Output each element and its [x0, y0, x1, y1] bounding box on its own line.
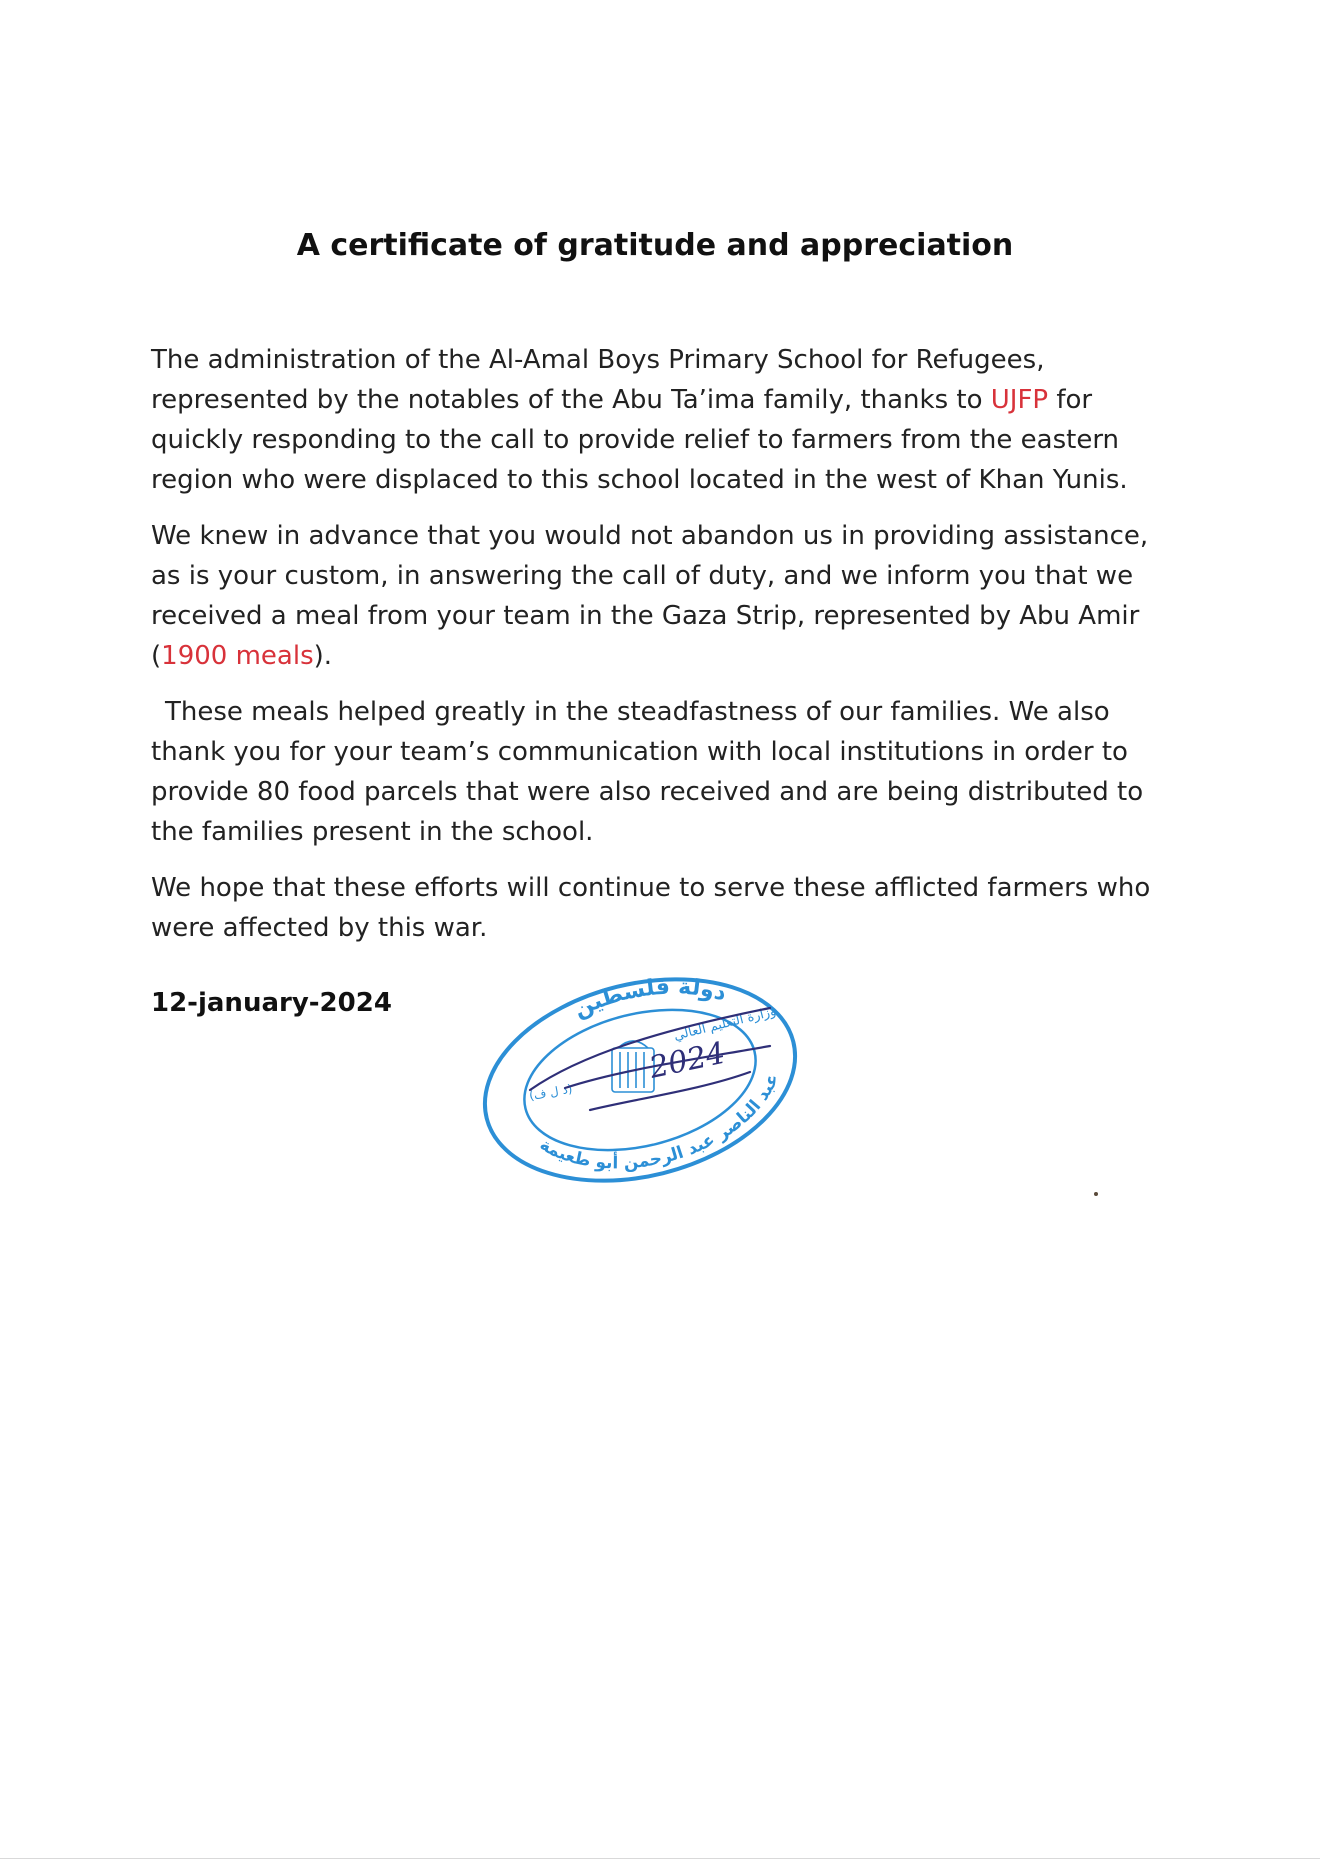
document-date: 12-january-2024 [151, 988, 392, 1018]
paragraph-1 [151, 340, 1171, 500]
organization-name: UJFP [990, 385, 1049, 415]
paragraph-3: These meals helped greatly in the steadfastness of our families. We also thank you for your team’s communication with local institutions in order to provide 80 food parcels that were also received and are being distributed to the families present in the school. [151, 697, 1144, 847]
stamp-ministry-text: وزارة التعليم العالي [672, 1003, 778, 1044]
official-stamp [470, 960, 810, 1200]
paragraph-4: We hope that these efforts will continue to serve these afflicted farmers who were affected by this war. [151, 873, 1151, 943]
document-body [151, 340, 1171, 964]
paper-speck [1094, 1192, 1098, 1196]
paragraph-2-text-a: We knew in advance that you would not abandon us in providing assistance, as is your custom, in answering the call of duty, and we inform you that we received a meal from your team in the Gaza Strip, represented by Abu Amir ( [151, 521, 1149, 671]
stamp-ring-bottom-text: عبد الناصر عبد الرحمن أبو طعيمة [536, 1070, 784, 1174]
page-bottom-edge [0, 1858, 1320, 1859]
signature-date-text: 2024 [646, 1035, 729, 1086]
paragraph-1-text-a: The administration of the Al-Amal Boys Primary School for Refugees, represented by the notables of the Abu Ta’ima family, thanks to [151, 345, 1045, 415]
stamp-number-text: (د ل ف) [528, 1081, 574, 1103]
stamp-ring-top-text: دولة فلسطين [569, 974, 730, 1023]
paragraph-2-text-b: ). [313, 641, 333, 671]
paragraph-1-text-b: for quickly responding to the call to provide relief to farmers from the eastern region who were displaced to this school located in the west of Khan Yunis. [151, 385, 1128, 495]
document-title: A certificate of gratitude and appreciation [296, 228, 1014, 263]
meals-count: 1900 meals [161, 641, 314, 671]
paragraph-2 [151, 516, 1171, 676]
